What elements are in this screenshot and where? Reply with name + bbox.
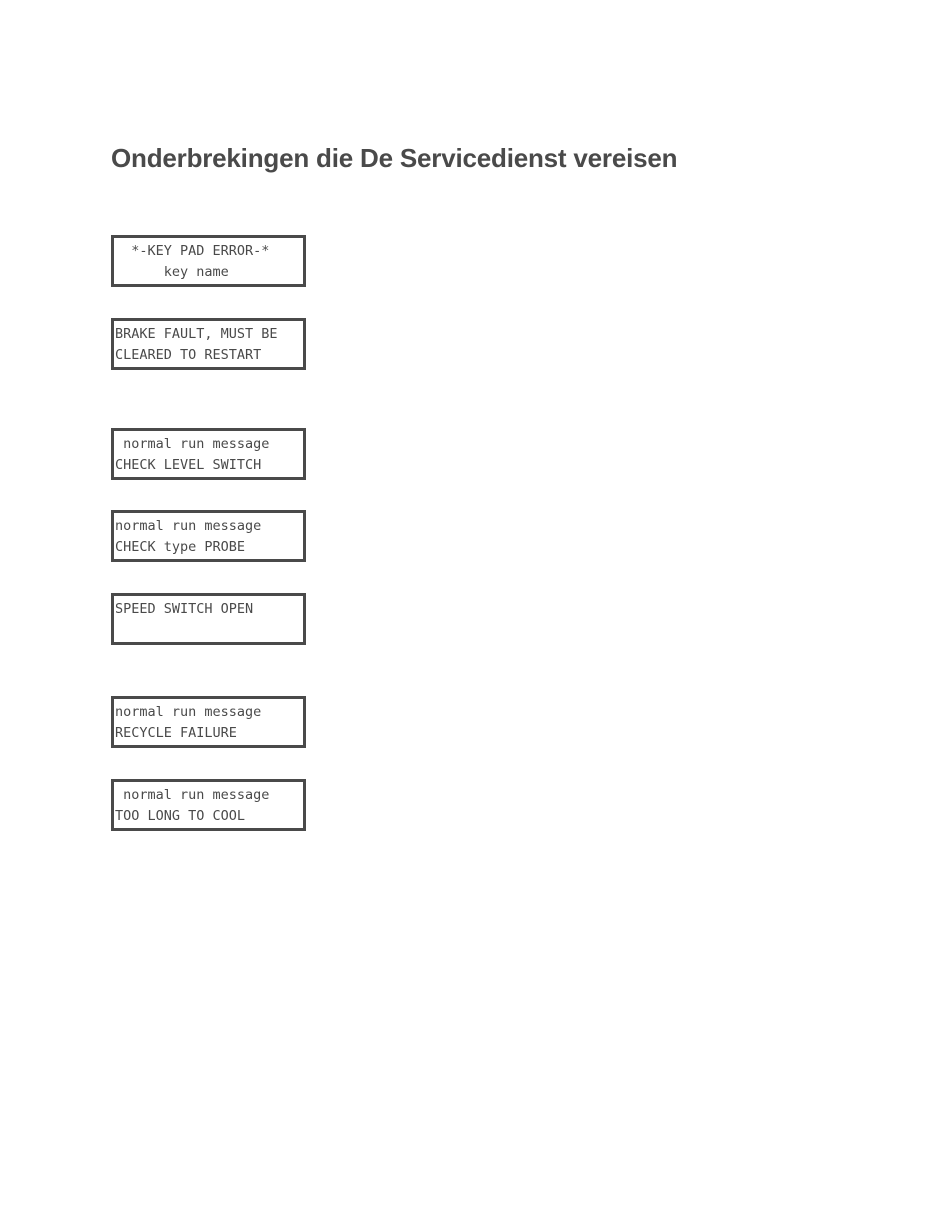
display-check-level-switch — [111, 428, 306, 480]
display-line-1: normal run message — [115, 518, 262, 534]
page-title: Onderbrekingen die De Servicedienst vereisen — [111, 143, 678, 173]
display-line-1: normal run message — [115, 704, 262, 720]
display-line-2: TOO LONG TO COOL — [115, 807, 246, 824]
display-speed-switch-open — [111, 593, 306, 645]
display-line-1: normal run message — [115, 436, 270, 452]
display-brake-fault — [111, 318, 306, 370]
display-too-long-to-cool — [111, 779, 306, 831]
display-line-2 — [114, 620, 303, 641]
display-recycle-failure — [111, 696, 306, 748]
display-line-1: *-KEY PAD ERROR-* — [115, 243, 270, 259]
display-line-2: CHECK LEVEL SWITCH — [115, 456, 262, 473]
display-line-1: normal run message — [115, 787, 270, 803]
display-line-2: RECYCLE FAILURE — [115, 724, 237, 741]
display-line-2: key name — [115, 263, 229, 280]
display-line-2: CLEARED TO RESTART — [115, 346, 262, 363]
display-check-type-probe — [111, 510, 306, 562]
display-line-1: BRAKE FAULT, MUST BE — [115, 326, 278, 342]
display-line-2: CHECK type PROBE — [115, 538, 246, 555]
display-key-pad-error — [111, 235, 306, 287]
display-line-1: SPEED SWITCH OPEN — [115, 601, 254, 617]
